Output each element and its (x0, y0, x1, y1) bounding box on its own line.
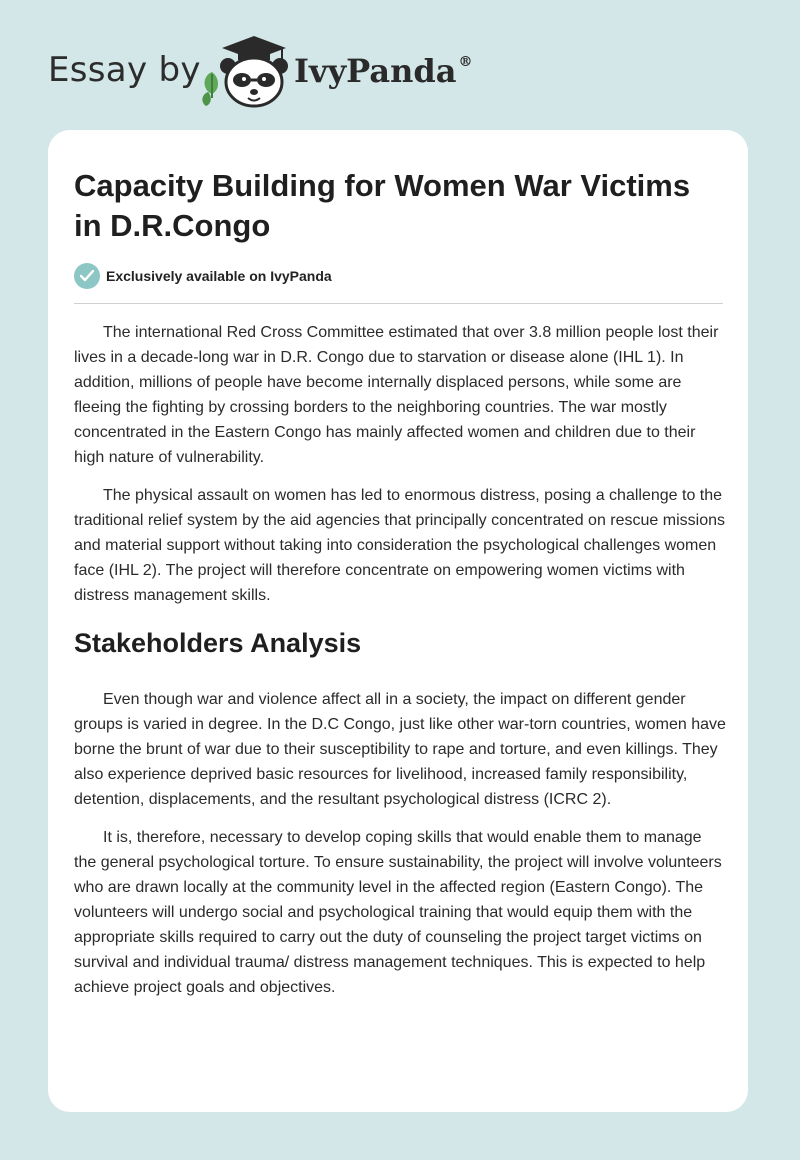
brand-header[interactable] (48, 32, 473, 112)
divider (74, 303, 723, 304)
paragraph: Even though war and violence affect all in a society, the impact on different gender groups is varied in degree. In the D.C Congo, just like other war-torn countries, women have borne the brunt of war due to their susceptibility to rape and torture, and even killings. They also experience deprived basic resources for livelihood, increased family responsibility, detention, displacements, and the resultant psychological distress (ICRC 2). (74, 691, 726, 808)
brand-prefix: Essay by (48, 50, 201, 90)
page-title: Capacity Building for Women War Victims in D.R.Congo (74, 168, 691, 243)
paragraph: The international Red Cross Committee estimated that over 3.8 million people lost their lives in a decade-long war in D.R. Congo due to starvation or disease alone (IHL 1). In addition, millions of people have become internally displaced persons, while some are fleeing the fighting by crossing borders to the neighboring countries. The war mostly concentrated in the Eastern Congo has mainly affected women and children due to their high nature of vulnerability. (74, 324, 719, 466)
paragraph: The physical assault on women has led to enormous distress, posing a challenge to the traditional relief system by the aid agencies that principally concentrated on rescue missions and material support without taking into consideration the psychological challenges women face (IHL 2). The project will therefore concentrate on empowering women victims with distress management skills. (74, 487, 725, 604)
registered-mark: ® (458, 54, 473, 70)
paragraph: It is, therefore, necessary to develop coping skills that would enable them to manage the general psychological torture. To ensure sustainability, the project will involve volunteers who are drawn locally at the community level in the affected region (Eastern Congo). The volunteers will undergo social and psychological training that would equip them with the appropriate skills required to carry out the duty of counseling the project target victims on survival and individual trauma/ distress management techniques. This is expected to help achieve project goals and objectives. (74, 829, 722, 996)
brand-name (294, 52, 472, 90)
badge-text: Exclusively available on IvyPanda (106, 268, 332, 284)
section-heading: Stakeholders Analysis (74, 628, 362, 658)
exclusive-badge (74, 262, 332, 290)
article-card (48, 130, 748, 1112)
panda-graduate-icon (198, 32, 290, 110)
brand-name-text: IvyPanda (294, 52, 457, 90)
article-body (74, 320, 726, 1013)
check-icon (74, 263, 100, 289)
